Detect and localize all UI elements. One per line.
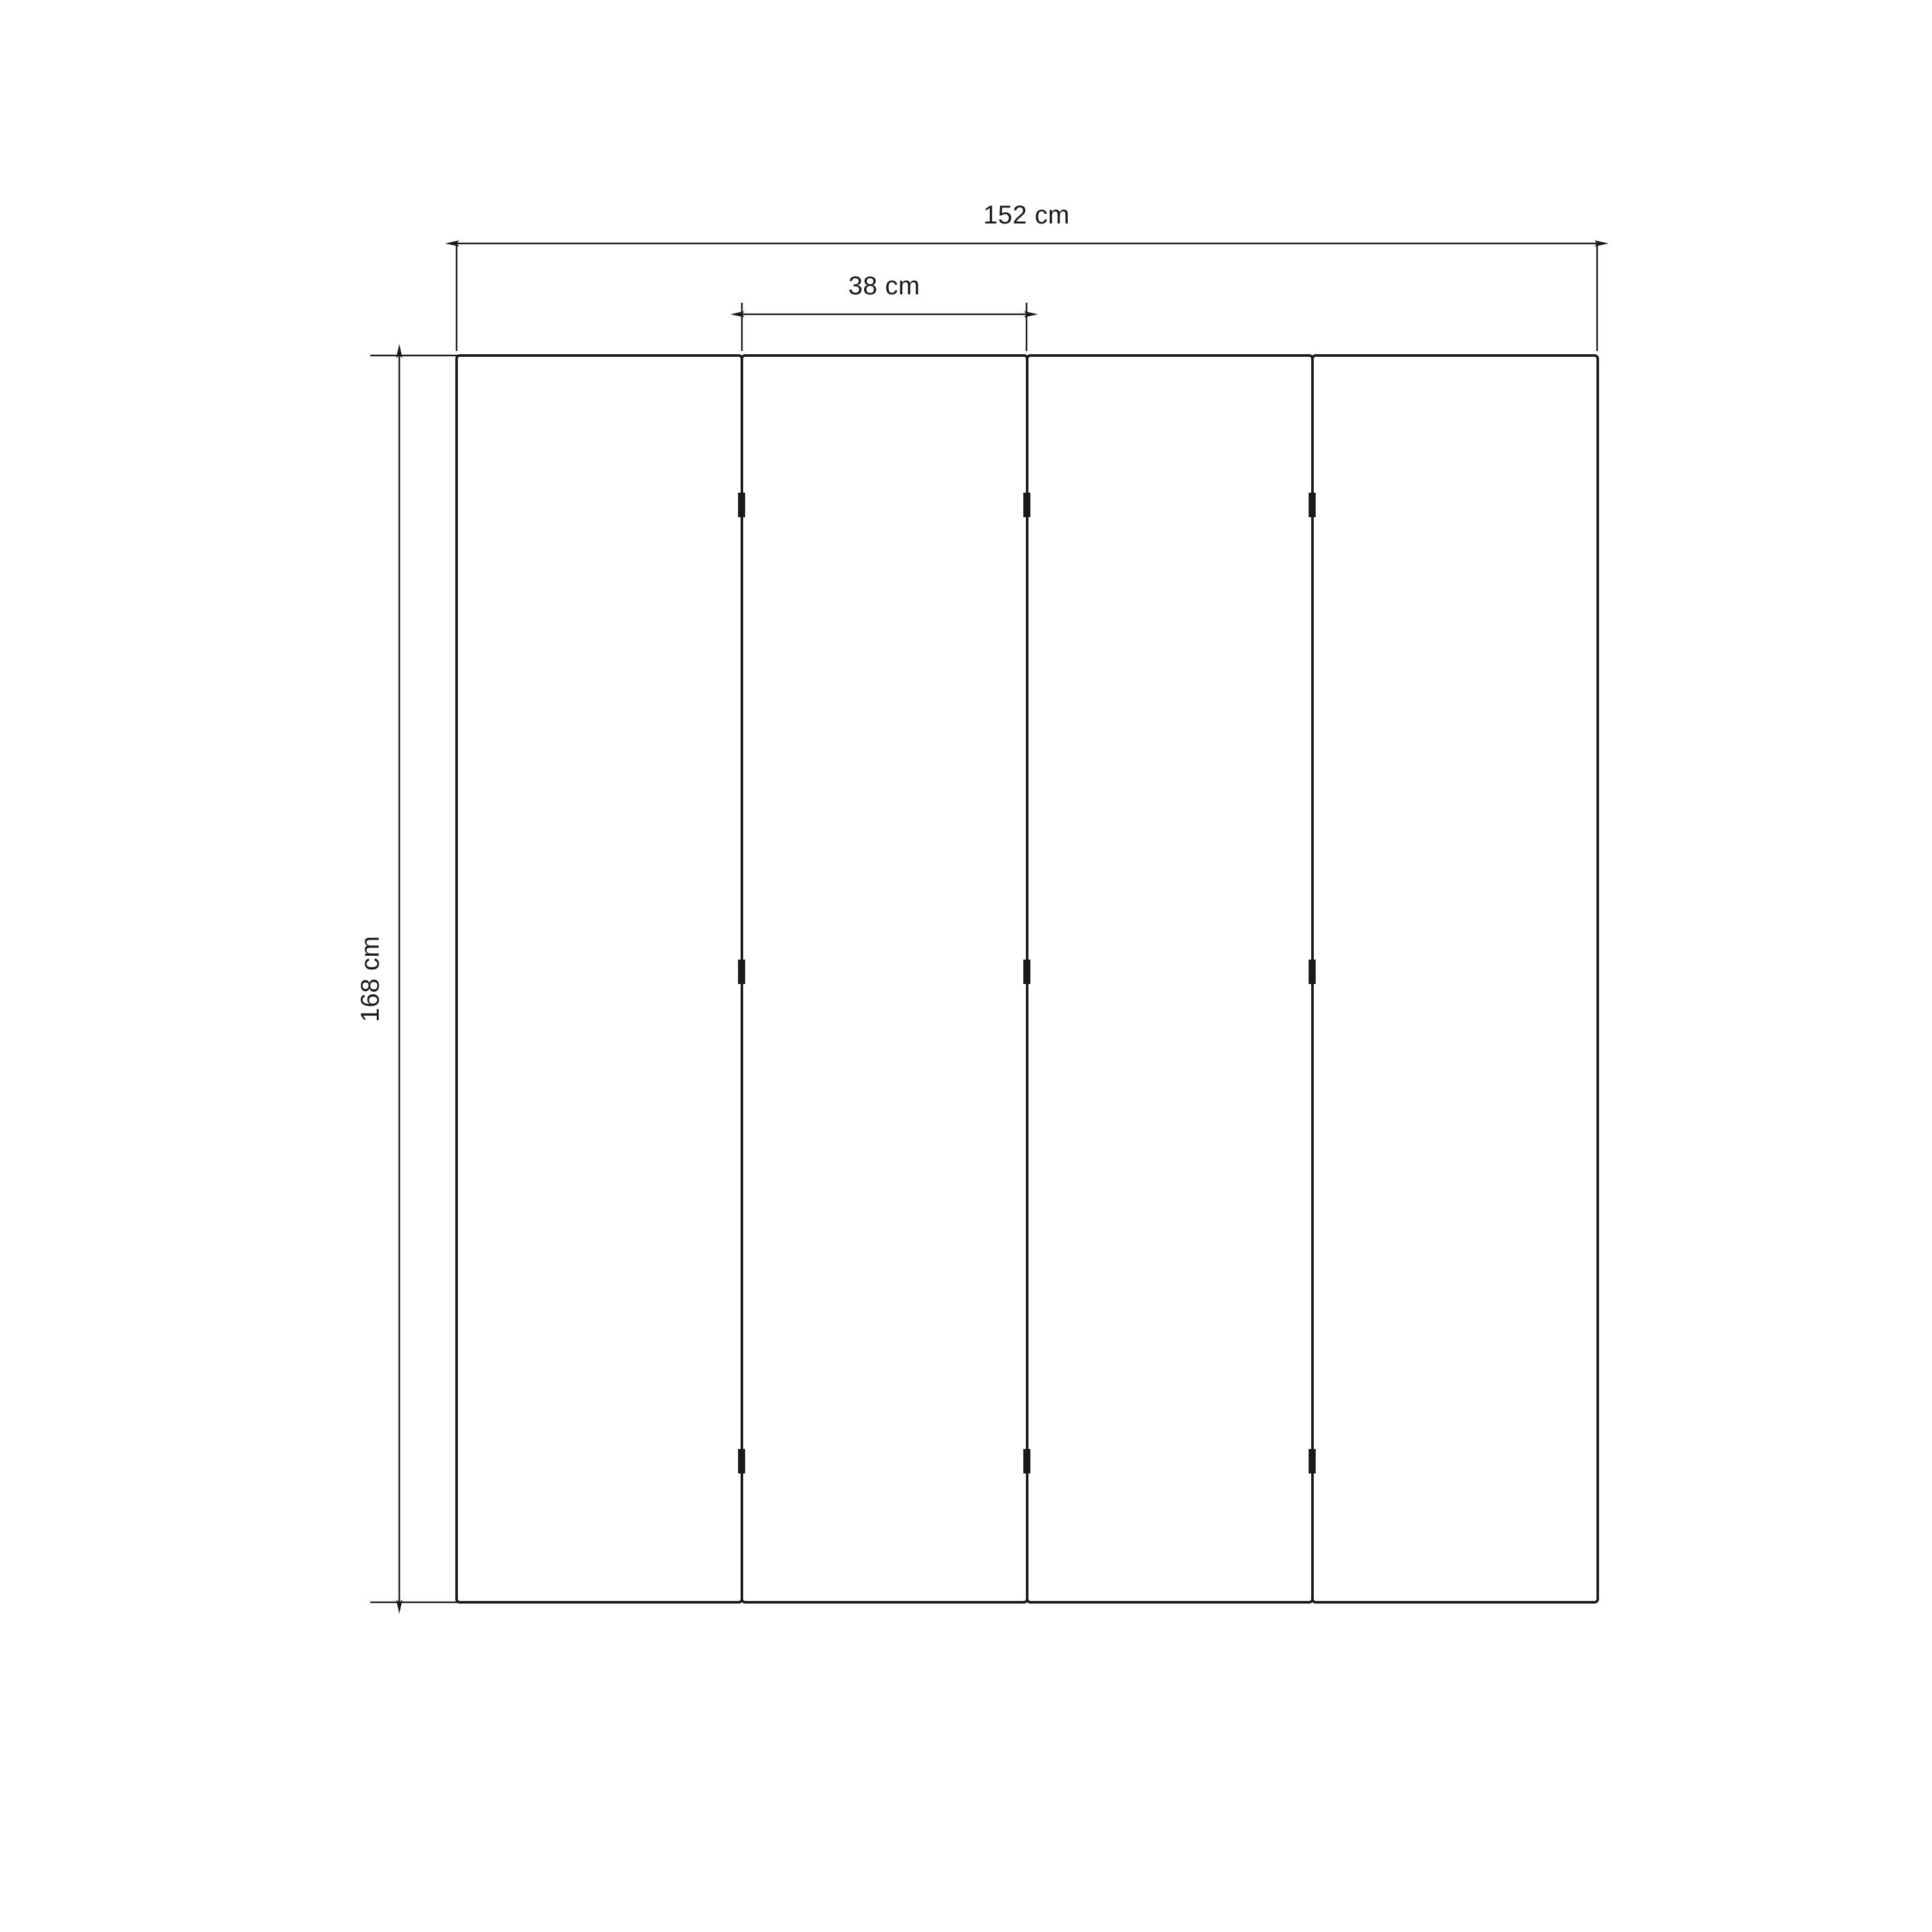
hinge-icon (1023, 1449, 1030, 1473)
height-dimension (356, 355, 459, 1602)
hinge-icon (1309, 493, 1316, 517)
hinge-icon (1023, 960, 1030, 984)
panel-1[interactable] (457, 355, 742, 1602)
hinge-icon (738, 493, 745, 517)
height-label: 168 cm (356, 935, 384, 1023)
panel-width-dimension (742, 272, 1027, 351)
panel-3[interactable] (1027, 355, 1312, 1602)
overall-width-label: 152 cm (983, 201, 1070, 229)
panel-width-label: 38 cm (848, 272, 920, 300)
hinge-icon (738, 960, 745, 984)
panel-2[interactable] (742, 355, 1027, 1602)
hinge-icon (1309, 960, 1316, 984)
hinge-icon (738, 1449, 745, 1473)
hinge-icon (1023, 493, 1030, 517)
panel-4[interactable] (1312, 355, 1598, 1602)
hinge-icon (1309, 1449, 1316, 1473)
